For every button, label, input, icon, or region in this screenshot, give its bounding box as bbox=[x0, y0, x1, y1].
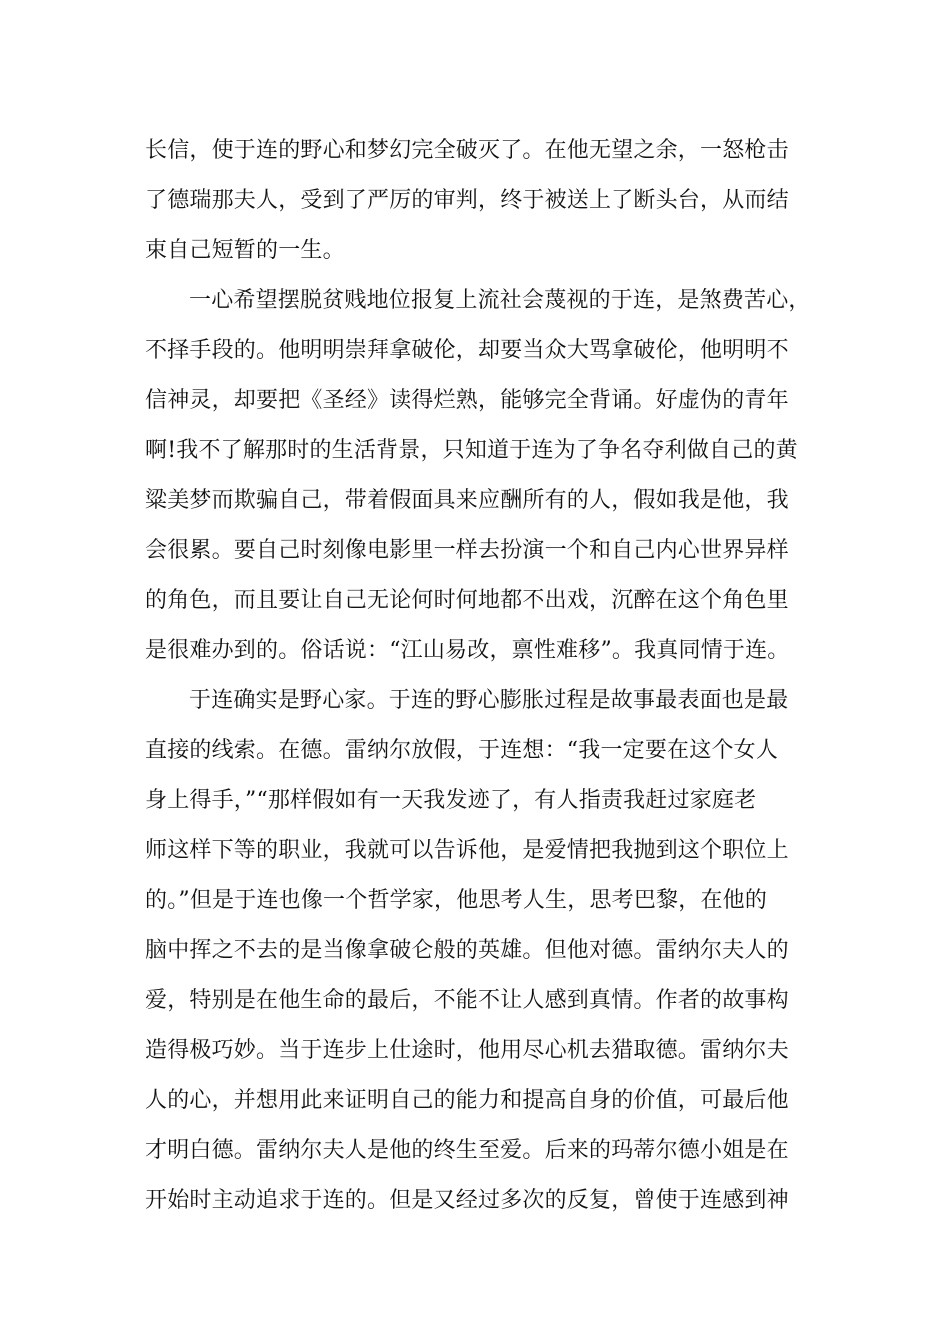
text-line: 人的心，并想用此来证明自己的能力和提高自身的价值，可最后他 bbox=[145, 1088, 789, 1113]
text-line: 信神灵，却要把《圣经》读得烂熟，能够完全背诵。好虚伪的青年 bbox=[145, 388, 789, 413]
text-line: 一心希望摆脱贫贱地位报复上流社会蔑视的于连，是煞费苦心， bbox=[189, 288, 811, 313]
text-line: 粱美梦而欺骗自己，带着假面具来应酬所有的人，假如我是他，我 bbox=[145, 488, 789, 513]
text-line: 了德瑞那夫人，受到了严厉的审判，终于被送上了断头台，从而结 bbox=[145, 188, 789, 213]
text-line: 造得极巧妙。当于连步上仕途时，他用尽心机去猎取德。雷纳尔夫 bbox=[145, 1038, 789, 1063]
text-line: 长信，使于连的野心和梦幻完全破灭了。在他无望之余，一怒枪击 bbox=[145, 138, 789, 163]
text-line: 会很累。要自己时刻像电影里一样去扮演一个和自己内心世界异样 bbox=[145, 538, 789, 563]
body-text bbox=[145, 126, 813, 1226]
text-line: 是很难办到的。俗话说：“江山易改，禀性难移”。我真同情于连。 bbox=[145, 638, 790, 663]
text-line: 爱，特别是在他生命的最后，不能不让人感到真情。作者的故事构 bbox=[145, 988, 789, 1013]
text-line: 脑中挥之不去的是当像拿破仑般的英雄。但他对德。雷纳尔夫人的 bbox=[145, 938, 789, 963]
text-line: 于连确实是野心家。于连的野心膨胀过程是故事最表面也是最 bbox=[189, 688, 789, 713]
text-line: 的角色，而且要让自己无论何时何地都不出戏，沉醉在这个角色里 bbox=[145, 588, 789, 613]
text-line: 开始时主动追求于连的。但是又经过多次的反复，曾使于连感到神 bbox=[145, 1188, 789, 1213]
text-line: 的。”但是于连也像一个哲学家，他思考人生，思考巴黎，在他的 bbox=[145, 888, 768, 913]
text-line: 直接的线索。在德。雷纳尔放假，于连想：“我一定要在这个女人 bbox=[145, 738, 779, 763]
text-line: 才明白德。雷纳尔夫人是他的终生至爱。后来的玛蒂尔德小姐是在 bbox=[145, 1138, 789, 1163]
text-line: 不择手段的。他明明崇拜拿破伦，却要当众大骂拿破伦，他明明不 bbox=[145, 338, 789, 363]
text-line: 束自己短暂的一生。 bbox=[145, 238, 345, 263]
text-line: 啊!我不了解那时的生活背景，只知道于连为了争名夺利做自己的黄 bbox=[145, 438, 798, 463]
text-line: 身上得手，”“那样假如有一天我发迹了，有人指责我赶过家庭老 bbox=[145, 788, 757, 813]
text-line: 师这样下等的职业，我就可以告诉他，是爱情把我抛到这个职位上 bbox=[145, 838, 789, 863]
